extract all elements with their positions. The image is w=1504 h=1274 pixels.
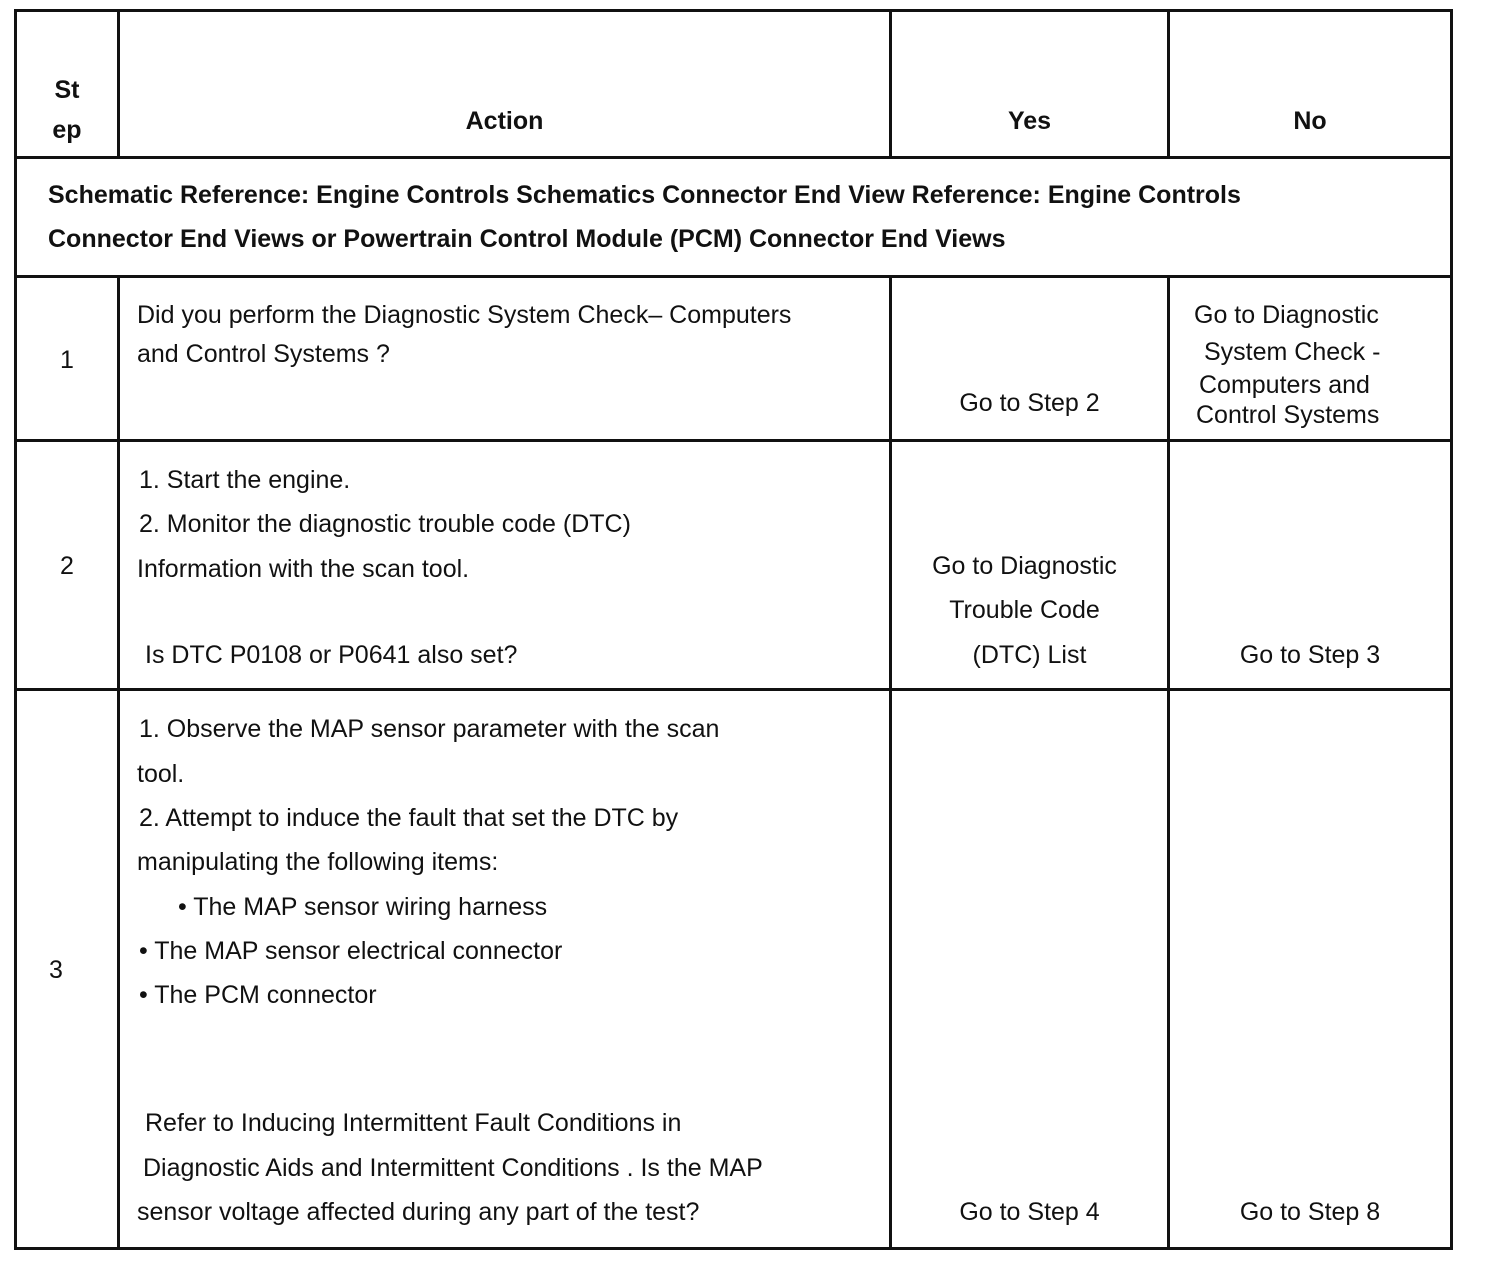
- header-action-cell: [119, 11, 891, 158]
- reference-text: Schematic Reference: Engine Controls Schematics Connector End View Reference: Engine Controls Connector End Views or Powertrain Control Module (PCM) Connector End Views: [48, 181, 1241, 253]
- bullet-item: • The MAP sensor wiring harness: [178, 893, 548, 921]
- header-action-label: Action: [465, 107, 544, 135]
- diagnostic-table-container: [14, 9, 1450, 1249]
- action-text: 2. Monitor the diagnostic trouble code (DTC): [139, 510, 631, 538]
- yes-cell: Go to Diagnostic Trouble Code (DTC) List: [891, 441, 1169, 690]
- action-text: and Control Systems ?: [137, 340, 390, 368]
- step-cell: [16, 277, 119, 441]
- yes-outcome: Go to Step 2: [959, 389, 1100, 417]
- action-text: Information with the scan tool.: [137, 555, 470, 583]
- diagnostic-table: [14, 9, 1453, 1250]
- action-text: Diagnostic Aids and Intermittent Conditions . Is the MAP: [143, 1154, 763, 1182]
- action-cell: [119, 690, 891, 1249]
- step-cell: [16, 690, 119, 1249]
- yes-cell: [891, 690, 1169, 1249]
- yes-outcome: Go to Step 4: [959, 1198, 1100, 1226]
- table-row: [16, 690, 1452, 1249]
- header-no-label: No: [1293, 107, 1327, 135]
- action-cell: [119, 441, 891, 690]
- no-cell: Go to Diagnostic System Check - Computers and Control Systems: [1169, 277, 1452, 441]
- bullet-item: • The PCM connector: [139, 981, 377, 1009]
- table-row: [16, 277, 1452, 441]
- reference-row: [16, 158, 1452, 277]
- action-cell: [119, 277, 891, 441]
- step-number: 1: [60, 346, 74, 374]
- action-text: sensor voltage affected during any part of the test?: [137, 1198, 700, 1226]
- step-number: 3: [49, 956, 63, 984]
- header-step-label: St ep: [52, 76, 82, 144]
- action-text: 2. Attempt to induce the fault that set the DTC by: [139, 804, 679, 832]
- action-text: Is DTC P0108 or P0641 also set?: [145, 641, 518, 669]
- no-outcome: Go to Step 8: [1239, 1198, 1381, 1226]
- no-cell: [1169, 690, 1452, 1249]
- header-step-cell: [16, 11, 119, 158]
- action-text: Did you perform the Diagnostic System Check– Computers: [137, 301, 792, 329]
- reference-cell: [16, 158, 1452, 277]
- header-yes-label: Yes: [1007, 107, 1052, 135]
- step-cell: [16, 441, 119, 690]
- action-text: tool.: [137, 760, 185, 788]
- yes-cell: [891, 277, 1169, 441]
- action-text: manipulating the following items:: [137, 848, 499, 876]
- no-cell: [1169, 441, 1452, 690]
- action-text: 1. Observe the MAP sensor parameter with the scan: [139, 715, 720, 743]
- step-number: 2: [60, 552, 74, 580]
- bullet-item: • The MAP sensor electrical connector: [139, 937, 563, 965]
- action-text: 1. Start the engine.: [139, 466, 351, 494]
- header-no-cell: [1169, 11, 1452, 158]
- header-row: [16, 11, 1452, 158]
- header-yes-cell: [891, 11, 1169, 158]
- table-row: [16, 441, 1452, 690]
- no-outcome: Go to Step 3: [1239, 641, 1381, 669]
- action-text: Refer to Inducing Intermittent Fault Conditions in: [145, 1109, 682, 1137]
